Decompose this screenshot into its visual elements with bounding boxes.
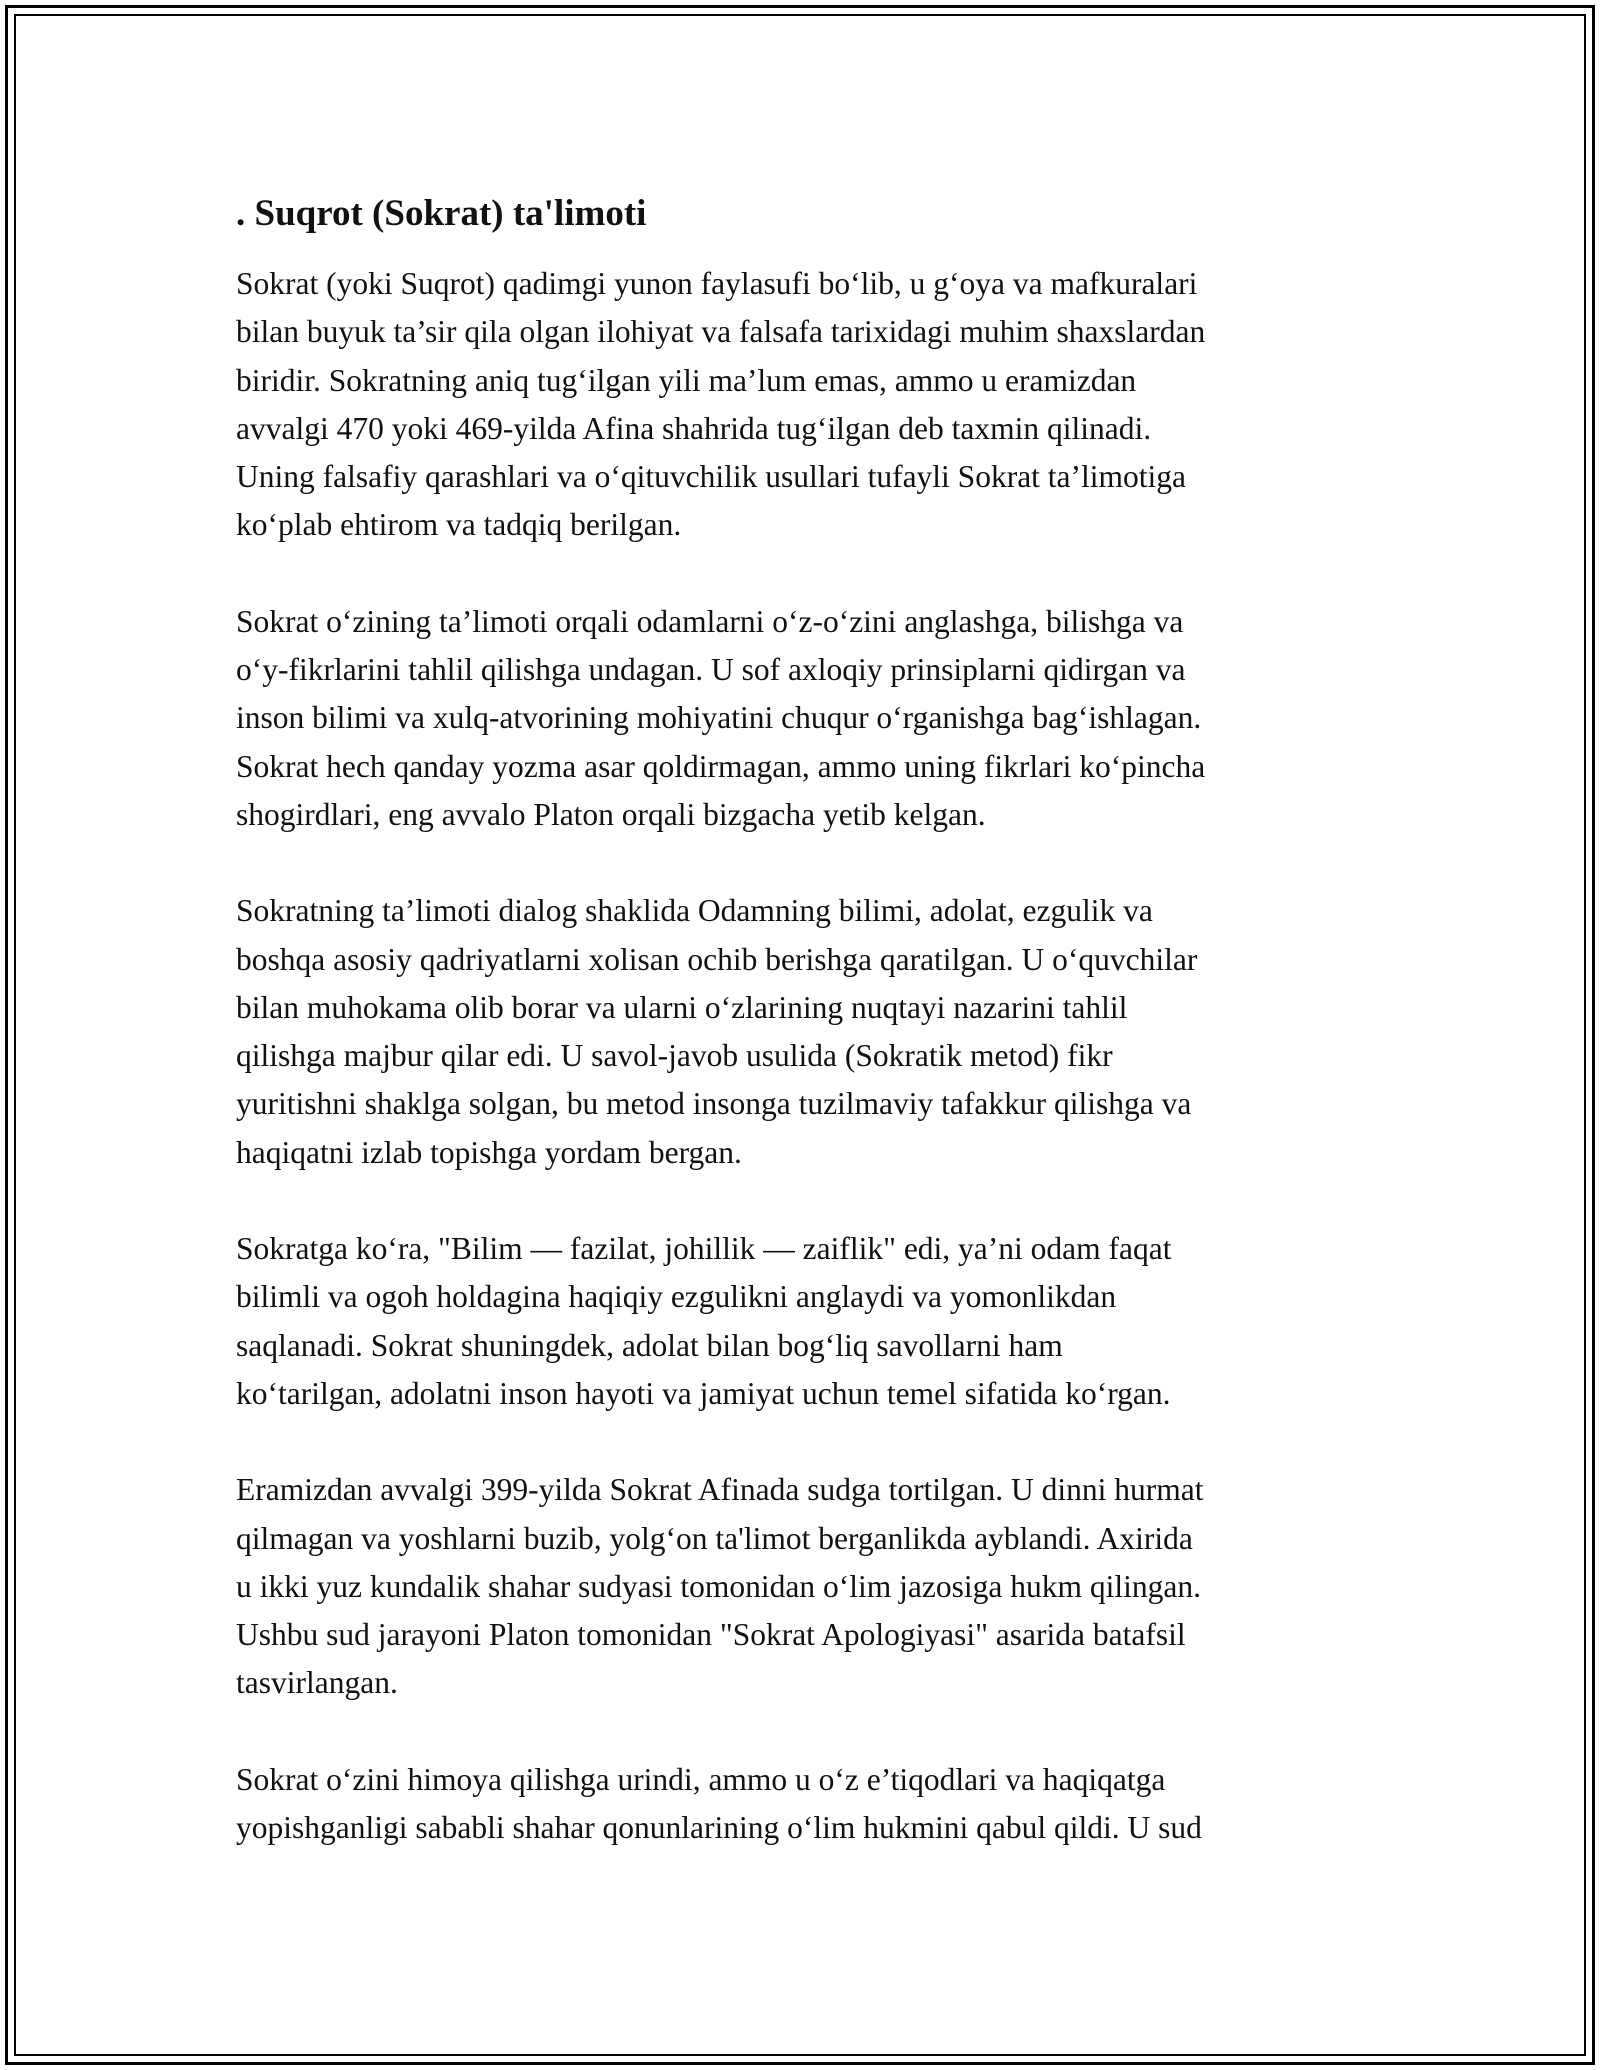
paragraph-3: Sokratning ta’limoti dialog shaklida Odamning bilimi, adolat, ezgulik va boshqa asosiy qadriyatlarni xolisan ochib berishga qaratilgan. U o‘quvchilar bilan muhokama olib borar va ularni o‘zlarining nuqtayi nazarini tahlil qilishga majbur qilar edi. U savol-javob usulida (Sokratik metod) fikr yuritishni shaklga solgan, bu metod insonga tuzilmaviy tafakkur qilishga va haqiqatni izlab topishga yordam bergan. xyxy=(236,893,1198,1170)
document-body xyxy=(236,188,1386,1900)
paragraph-4: Sokratga ko‘ra, "Bilim — fazilat, johillik — zaiflik" edi, ya’ni odam faqat bilimli va ogoh holdagina haqiqiy ezgulikni anglaydi va yomonlikdan saqlanadi. Sokrat shuningdek, adolat bilan bog‘liq savollarni ham ko‘tarilgan, adolatni inson hayoti va jamiyat uchun temel sifatida ko‘rgan. xyxy=(236,1231,1172,1411)
paragraph-6: Sokrat o‘zini himoya qilishga urindi, ammo u o‘z e’tiqodlari va haqiqatga yopishganligi sababli shahar qonunlarining o‘lim hukmini qabul qildi. U sud xyxy=(236,1761,1202,1846)
paragraph-5: Eramizdan avvalgi 399-yilda Sokrat Afinada sudga tortilgan. U dinni hurmat qilmagan va yoshlarni buzib, yolg‘on ta'limot berganlikda ayblandi. Axirida u ikki yuz kundalik shahar sudyasi tomonidan o‘lim jazosiga hukm qilingan. Ushbu sud jarayoni Platon tomonidan "Sokrat Apologiyasi" asarida batafsil tasvirlangan. xyxy=(236,1472,1204,1701)
document-title: . Suqrot (Sokrat) ta'limoti xyxy=(236,193,647,234)
paragraph-1: Sokrat (yoki Suqrot) qadimgi yunon faylasufi bo‘lib, u g‘oya va mafkuralari bilan buyuk ta’sir qila olgan ilohiyat va falsafa tarixidagi muhim shaxslardan biridir. Sokratning aniq tug‘ilgan yili ma’lum emas, ammo u eramizdan avvalgi 470 yoki 469-yilda Afina shahrida tug‘ilgan deb taxmin qilinadi. Uning falsafiy qarashlari va o‘qituvchilik usullari tufayli Sokrat ta’limotiga ko‘plab ehtirom va tadqiq berilgan. xyxy=(236,266,1206,543)
paragraph-2: Sokrat o‘zining ta’limoti orqali odamlarni o‘z-o‘zini anglashga, bilishga va o‘y-fikrlarini tahlil qilishga undagan. U sof axloqiy prinsiplarni qidirgan va inson bilimi va xulq-atvorining mohiyatini chuqur o‘rganishga bag‘ishlagan. Sokrat hech qanday yozma asar qoldirmagan, ammo uning fikrlari ko‘pincha shogirdlari, eng avvalo Platon orqali bizgacha yetib kelgan. xyxy=(236,603,1206,832)
